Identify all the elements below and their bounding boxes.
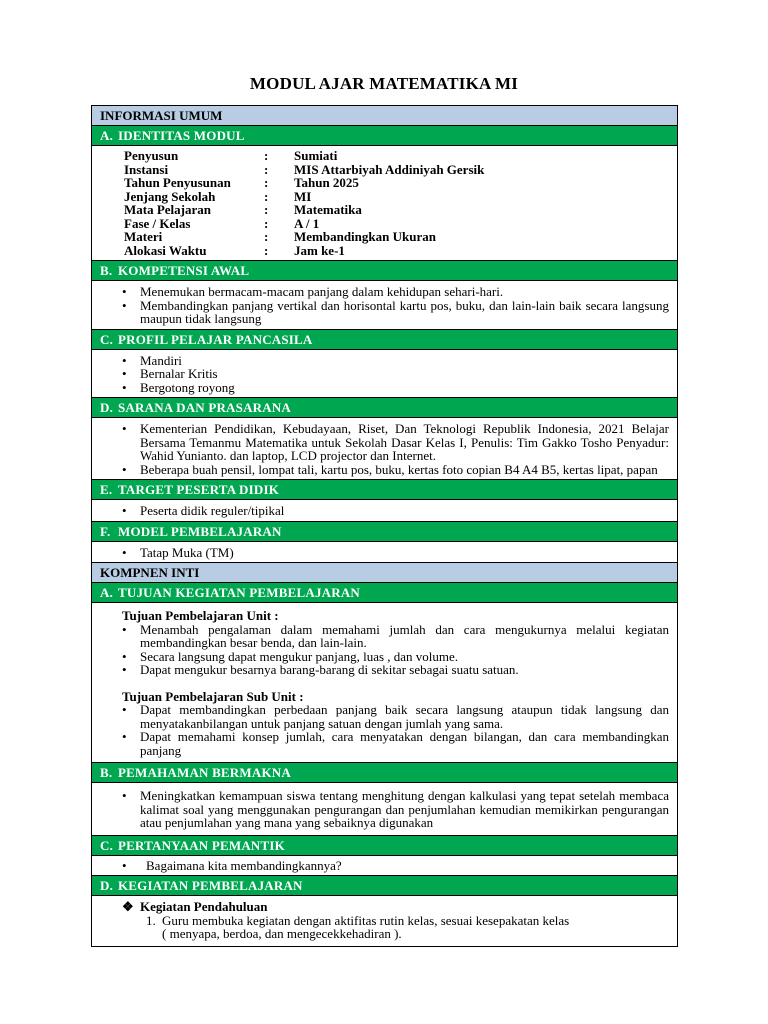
section-title: MODEL PEMBELAJARAN [118,523,282,539]
identitas-colon: : [264,242,269,258]
list-item: • Peserta didik reguler/tipikal [100,504,669,518]
identitas-key: Jenjang Sekolah [124,188,216,204]
identitas-row [100,203,669,217]
identitas-key: Instansi [124,161,169,177]
step-line: ( menyapa, berdoa, dan mengecekkehadiran ). [162,926,402,941]
list-item: • Tatap Muka (TM) [100,546,669,560]
kompetensi-body [92,281,677,330]
list-item: • Beberapa buah pensil, lompat tali, kartu pos, buku, kertas foto copian B4 A4 B5, kertas lipat, papan [100,463,669,477]
section-letter: B. [100,263,113,278]
pertanyaan-body [92,856,677,877]
pemahaman-body [92,783,677,836]
list-item: • Kementerian Pendidikan, Kebudayaan, Riset, Dan Teknologi Republik Indonesia, 2021 Belajar Bersama Temanmu Matematika untuk Sekolah Dasar Kelas I, Penulis: Tim Gakko Tosho Penyadur: Wahid Yunianto. dan laptop, LCD projector dan Internet. [100,422,669,463]
identitas-row [100,217,669,231]
list-item: • Bernalar Kritis [100,367,669,381]
identitas-key: Alokasi Waktu [124,242,207,258]
step-number: 1. [146,912,156,928]
section-title: PROFIL PELAJAR PANCASILA [118,331,313,347]
identitas-key: Tahun Penyusunan [124,175,231,190]
section-letter: C. [100,837,114,853]
list-item: • Dapat memahami konsep jumlah, cara menyatakan dengan bilangan, dan cara membandingkan panjang [100,730,669,757]
section-informasi-umum: INFORMASI UMUM [92,106,677,126]
identitas-key: Fase / Kelas [124,215,191,231]
section-kompetensi-header [92,261,677,281]
list-item: • Menemukan bermacam-macam panjang dalam kehidupan sehari-hari. [100,285,669,299]
section-title: TARGET PESERTA DIDIK [118,482,280,497]
identitas-row [100,230,669,244]
section-title: TUJUAN KEGIATAN PEMBELAJARAN [118,585,361,600]
identitas-key: Materi [124,229,163,244]
identitas-colon: : [264,215,269,231]
identitas-row [100,149,669,163]
identitas-row [100,244,669,258]
tujuan-body [92,603,677,763]
list-item: • Dapat mengukur besarnya barang-barang di sekitar sebagai suatu satuan. [100,663,669,677]
section-letter: D. [100,878,114,893]
section-sarana-header [92,398,677,418]
section-title: IDENTITAS MODUL [118,128,245,143]
identitas-key: Mata Pelajaran [124,202,212,217]
identitas-colon: : [264,175,269,190]
list-item: • Membandingkan panjang vertikal dan horisontal kartu pos, buku, dan lain-lain baik secara langsung maupun tidak langsung [100,299,669,326]
identitas-body [92,146,677,261]
section-title: KOMPETENSI AWAL [118,263,250,278]
section-title: KEGIATAN PEMBELAJARAN [118,878,303,893]
identitas-value: Membandingkan Ukuran [294,229,436,244]
list-item: • Meningkatkan kemampuan siswa tentang menghitung dengan kalkulasi yang tepat setelah membaca kalimat soal yang menggunakan pengurangan dan penjumlahan kemudian memikirkan pengurangan atau penjumlahan yang mana yang sebaiknya digunakan [100,789,669,830]
list-item [100,914,669,941]
kegiatan-subtitle-row [100,900,669,914]
section-letter: A. [100,585,114,600]
identitas-value: Jam ke-1 [294,242,345,258]
section-pemahaman-header [92,763,677,783]
identitas-value: MI [294,188,312,204]
section-profil-header [92,330,677,350]
list-item: • Bagaimana kita membandingkannya? [100,859,669,873]
list-item: • Mandiri [100,354,669,368]
identitas-colon: : [264,229,269,244]
identitas-row [100,163,669,177]
sarana-body [92,418,677,480]
identitas-value: Matematika [294,202,362,217]
section-letter: F. [100,523,111,539]
identitas-colon: : [264,202,269,217]
diamond-bullet-icon: ❖ [122,899,134,914]
section-letter: A. [100,128,114,143]
identitas-colon: : [264,188,269,204]
tujuan-subunit-title: Tujuan Pembelajaran Sub Unit : [122,688,304,704]
section-identitas-header [92,126,677,146]
section-letter: E. [100,482,113,497]
identitas-colon: : [264,148,269,163]
identitas-value: Tahun 2025 [294,175,359,190]
identitas-colon: : [264,161,269,177]
identitas-key: Penyusun [124,148,179,163]
target-body [92,500,677,522]
section-letter: D. [100,400,114,415]
list-item: • Secara langsung dapat mengukur panjang, luas , dan volume. [100,650,669,664]
section-kegiatan-header [92,876,677,896]
identitas-row [100,190,669,204]
identitas-row [100,176,669,190]
list-item: • Dapat membandingkan perbedaan panjang baik secara langsung ataupun tidak langsung dan menyatakanbilangan untuk panjang satuan dengan jumlah yang sama. [100,703,669,730]
kegiatan-body [92,896,677,946]
profil-body [92,350,677,399]
list-item: • Bergotong royong [100,381,669,395]
section-pertanyaan-header [92,836,677,856]
identitas-value: MIS Attarbiyah Addiniyah Gersik [294,161,485,177]
section-letter: B. [100,765,113,780]
identitas-value: A / 1 [294,215,320,231]
section-tujuan-header [92,583,677,603]
step-line: Guru membuka kegiatan dengan aktifitas rutin kelas, sesuai kesepakatan kelas [162,912,570,928]
document-title: MODUL AJAR MATEMATIKA MI [249,74,519,93]
tujuan-unit-title: Tujuan Pembelajaran Unit : [122,608,279,623]
module-table [91,105,678,947]
identitas-value: Sumiati [294,148,338,163]
section-title: SARANA DAN PRASARANA [118,400,292,415]
section-letter: C. [100,331,114,347]
section-target-header [92,480,677,500]
kegiatan-subtitle: Kegiatan Pendahuluan [140,899,268,914]
list-item: • Menambah pengalaman dalam memahami jumlah dan cara mengukurnya melalui kegiatan membandingkan besar benda, dan lain-lain. [100,623,669,650]
section-model-header [92,522,677,542]
model-body [92,542,677,564]
section-title: PEMAHAMAN BERMAKNA [118,765,291,780]
section-title: PERTANYAAN PEMANTIK [118,837,285,853]
section-komponen-inti: KOMPNEN INTI [92,563,677,583]
